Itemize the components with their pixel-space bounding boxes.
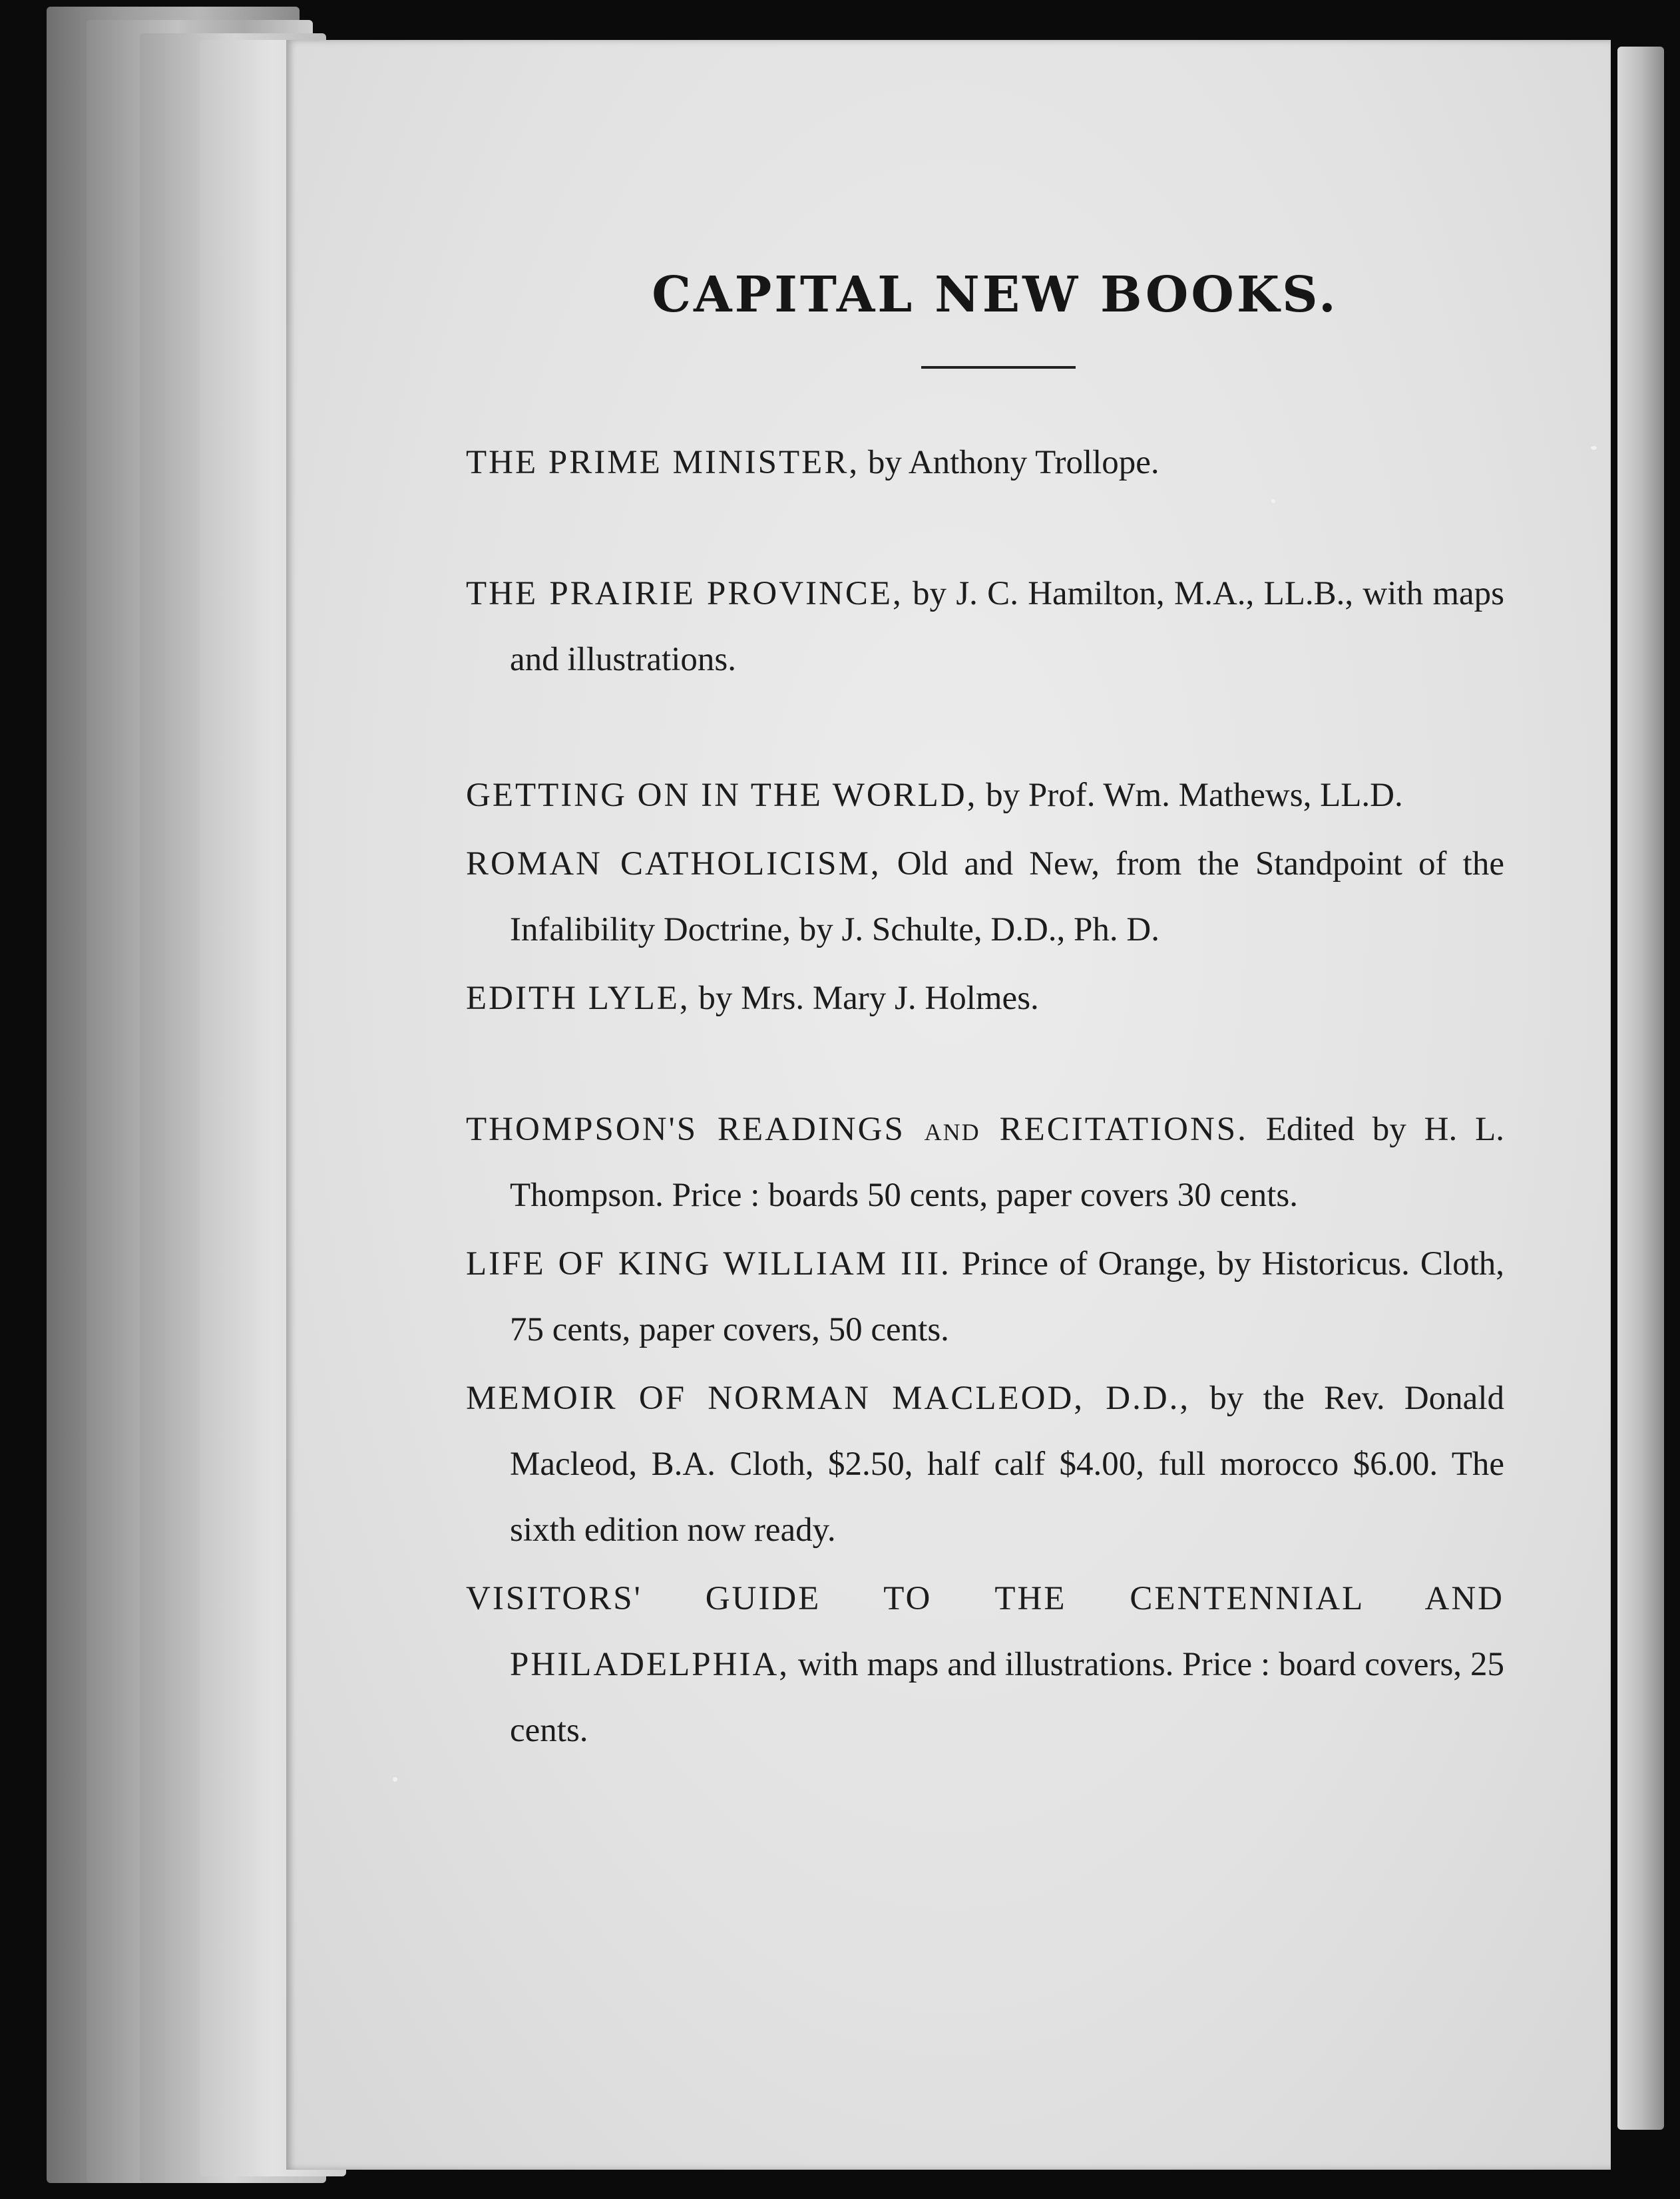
book-title: ROMAN CATHOLICISM, — [466, 845, 881, 883]
book-title: LIFE OF KING WILLIAM III. — [466, 1245, 951, 1283]
title-rule — [921, 366, 1076, 369]
book-entry-prairie-province — [466, 561, 1504, 693]
book-details: Prince of Orange, by Historicus. Cloth, 75 cents, paper covers, 50 cents. — [510, 1245, 1504, 1348]
book-entry-roman-catholicism — [466, 831, 1504, 963]
book-title: GETTING ON IN THE WORLD, — [466, 777, 978, 814]
book-entry-edith-lyle — [466, 966, 1504, 1032]
book-entry-thompsons-readings — [466, 1097, 1504, 1229]
book-title: VISITORS' GUIDE TO THE CENTENNIAL AND PHILADELPHIA, — [466, 1580, 1504, 1683]
book-details: Edited by H. L. Thompson. Price : boards 50 cents, paper covers 30 cents. — [510, 1111, 1504, 1214]
dust-speck — [393, 1777, 397, 1782]
facing-page-edge — [1617, 47, 1664, 2130]
book-title: THE PRAIRIE PROVINCE, — [466, 575, 903, 612]
book-title: THE PRIME MINISTER, — [466, 444, 860, 481]
page-content — [466, 266, 1504, 1764]
book-title: THOMPSON'S READINGS — [466, 1111, 905, 1148]
book-page — [286, 40, 1611, 2170]
book-list — [466, 430, 1504, 1764]
book-details: by Prof. Wm. Mathews, LL.D. — [977, 777, 1403, 814]
book-details: by the Rev. Donald Macleod, B.A. Cloth, $2.50, half calf $4.00, full morocco $6.00. The sixth edition now ready. — [510, 1380, 1504, 1549]
book-entry-prime-minister — [466, 430, 1504, 496]
book-details: by J. C. Hamilton, M.A., LL.B., with maps and illustrations. — [510, 575, 1504, 678]
book-title-conjunction: and — [905, 1111, 1000, 1148]
page-title: CAPITAL NEW BOOKS. — [652, 266, 1339, 323]
book-entry-visitors-guide — [466, 1566, 1504, 1764]
book-title-part-two: RECITATIONS. — [999, 1111, 1248, 1148]
book-details: Old and New, from the Standpoint of the Infalibility Doctrine, by J. Schulte, D.D., Ph. D. — [510, 845, 1504, 948]
book-title: EDITH LYLE, — [466, 980, 690, 1017]
book-details: with maps and illustrations. Price : board covers, 25 cents. — [510, 1646, 1504, 1749]
book-entry-getting-on — [466, 763, 1504, 829]
book-details: by Mrs. Mary J. Holmes. — [690, 980, 1039, 1017]
book-entry-norman-macleod — [466, 1366, 1504, 1563]
book-details: by Anthony Trollope. — [859, 444, 1159, 481]
book-entry-king-william — [466, 1231, 1504, 1363]
book-title: MEMOIR OF NORMAN MACLEOD, D.D., — [466, 1380, 1191, 1417]
dust-speck — [1591, 446, 1597, 450]
